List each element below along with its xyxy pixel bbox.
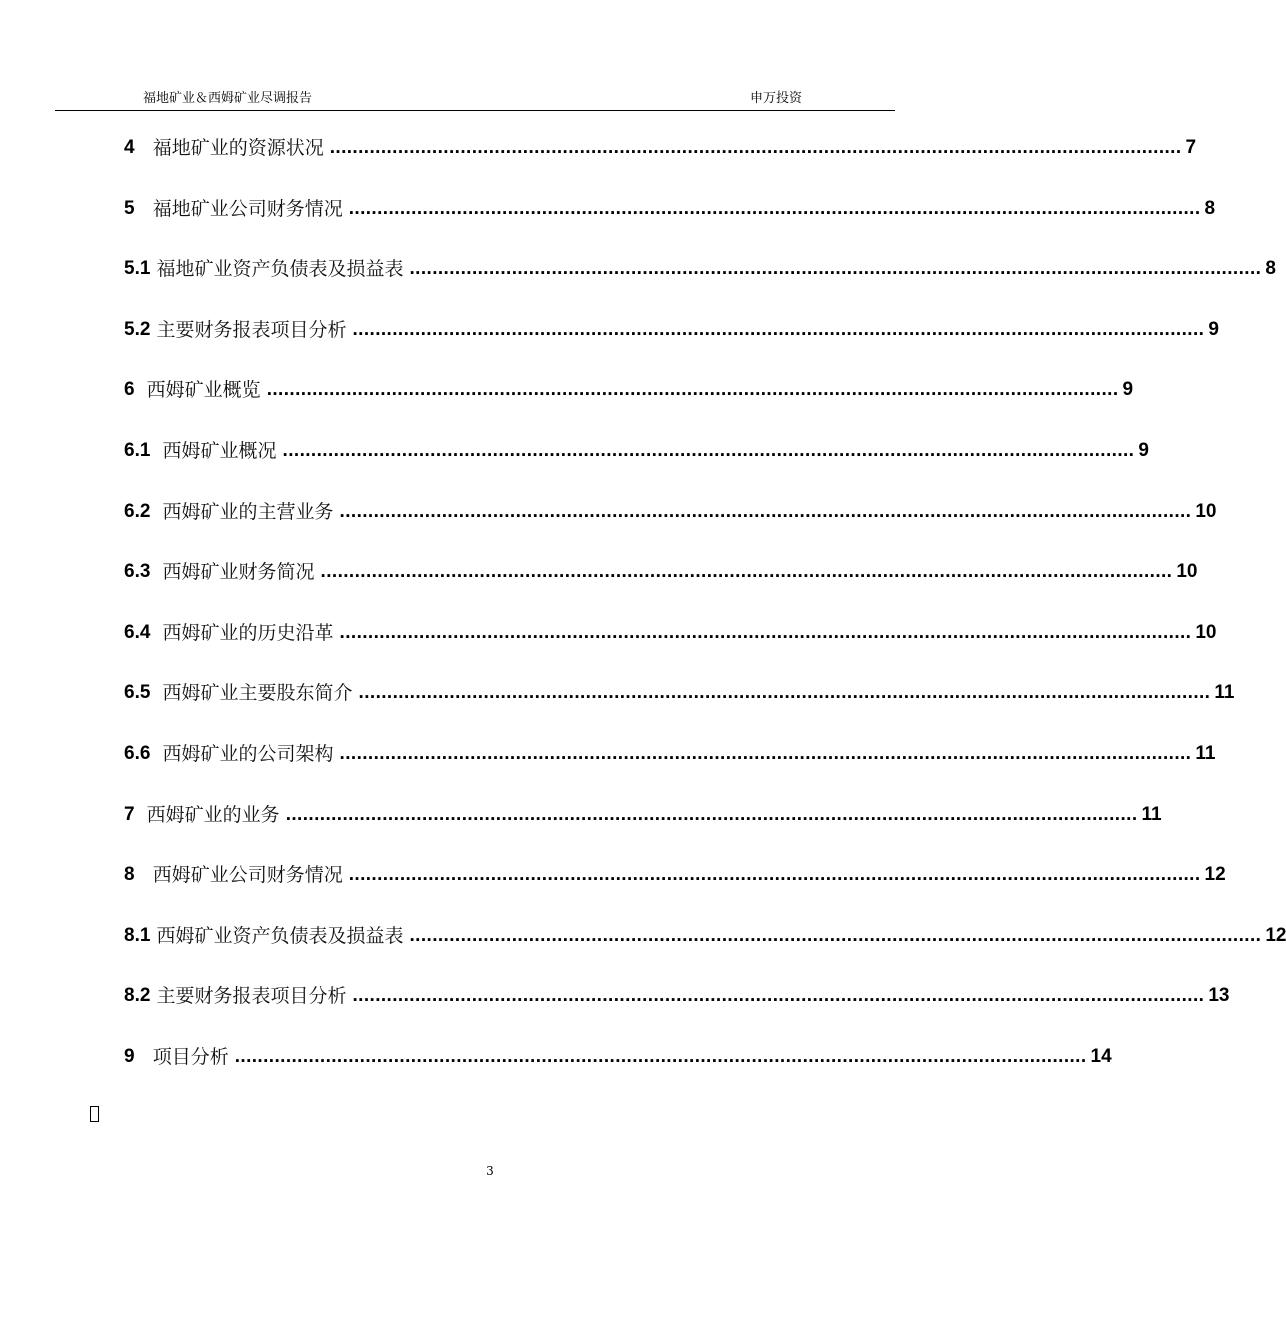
toc-entry-page: 9 — [1138, 439, 1149, 461]
toc-entry-page: 8 — [1265, 258, 1276, 280]
toc-entry-page: 12 — [1265, 924, 1286, 946]
toc-entry-title: 西姆矿业资产负债表及损益表 — [156, 924, 404, 947]
toc-entry[interactable] — [124, 737, 1216, 798]
toc-entry-gap — [150, 737, 162, 771]
toc-entry-number: 6.1 — [124, 439, 151, 461]
toc-entry-title: 福地矿业的资源状况 — [152, 137, 324, 159]
toc-entry[interactable] — [124, 1040, 1112, 1101]
toc-entry-number: 8 — [124, 864, 135, 886]
toc-dot-leader: ...................................................................................................................................................... — [348, 864, 1201, 886]
toc-entry-page: 10 — [1176, 561, 1198, 583]
toc-entry[interactable] — [124, 192, 1216, 253]
header-company-name: 申万投资 — [750, 91, 803, 106]
toc-dot-leader: ...................................................................................................................................................... — [339, 742, 1192, 764]
toc-entry-gap — [150, 616, 162, 650]
toc-entry-title: 西姆矿业的主营业务 — [162, 500, 334, 523]
toc-dot-leader: ...................................................................................................................................................... — [352, 318, 1205, 340]
toc-entry-page: 10 — [1195, 500, 1217, 522]
toc-dot-leader: ...................................................................................................................................................... — [320, 561, 1173, 583]
toc-entry-page: 9 — [1122, 379, 1134, 401]
toc-entry-title: 西姆矿业主要股东简介 — [162, 682, 353, 705]
toc-entry[interactable] — [124, 798, 1162, 859]
toc-entry-number: 6 — [124, 379, 135, 401]
toc-entry-number: 6.5 — [124, 682, 151, 704]
toc-entry[interactable] — [124, 373, 1134, 434]
toc-entry-number: 5.1 — [124, 258, 151, 280]
toc-entry[interactable] — [124, 131, 1197, 192]
toc-entry-page: 9 — [1208, 318, 1219, 340]
toc-entry-title: 主要财务报表项目分析 — [156, 318, 347, 341]
toc-dot-leader: ...................................................................................................................................................... — [285, 803, 1138, 825]
toc-entry[interactable] — [124, 555, 1198, 616]
page-number: 3 — [486, 1164, 494, 1178]
toc-entry-number: 6.3 — [124, 561, 151, 583]
toc-entry-page: 11 — [1195, 742, 1216, 764]
toc-entry[interactable] — [124, 252, 1276, 313]
toc-entry-gap — [150, 555, 162, 589]
toc-entry-gap — [135, 373, 147, 407]
toc-entry-number: 8.2 — [124, 985, 151, 1007]
toc-entry-title: 西姆矿业公司财务情况 — [152, 864, 343, 887]
toc-entry-number: 6.6 — [124, 742, 151, 764]
toc-entry-number: 4 — [124, 137, 135, 158]
toc-entry-title: 项目分析 — [152, 1045, 229, 1068]
toc-entry-number: 6.4 — [124, 621, 151, 643]
toc-entry[interactable] — [124, 434, 1149, 495]
toc-dot-leader: ...................................................................................................................................................... — [234, 1045, 1087, 1067]
toc-entry-title: 福地矿业公司财务情况 — [152, 197, 343, 220]
toc-entry-page: 11 — [1214, 682, 1235, 704]
toc-entry-page: 11 — [1141, 803, 1162, 825]
toc-dot-leader: ...................................................................................................................................................... — [329, 137, 1182, 158]
toc-entry-title: 西姆矿业的业务 — [146, 803, 280, 826]
toc-entry-title: 西姆矿业的历史沿革 — [162, 621, 334, 644]
toc-entry-number: 8.1 — [124, 924, 151, 946]
toc-entry-number: 5 — [124, 197, 135, 219]
toc-entry[interactable] — [124, 676, 1235, 737]
toc-entry-page: 14 — [1090, 1045, 1112, 1067]
toc-dot-leader: ...................................................................................................................................................... — [348, 197, 1201, 219]
toc-entry-title: 西姆矿业概况 — [162, 439, 277, 462]
toc-entry-page: 7 — [1185, 137, 1197, 158]
toc-dot-leader: ...................................................................................................................................................... — [409, 258, 1262, 280]
table-of-contents — [124, 131, 1286, 1101]
toc-entry[interactable] — [124, 858, 1226, 919]
toc-entry-page: 13 — [1208, 985, 1230, 1007]
toc-entry-number: 5.2 — [124, 318, 151, 340]
toc-entry-page: 8 — [1204, 197, 1216, 219]
missing-glyph-box — [90, 1106, 99, 1122]
toc-entry[interactable] — [124, 616, 1217, 677]
toc-dot-leader: ...................................................................................................................................................... — [409, 924, 1262, 946]
toc-entry-gap — [135, 798, 147, 832]
toc-entry-gap — [150, 676, 162, 710]
toc-entry-gap — [135, 858, 153, 892]
toc-entry-gap — [150, 495, 162, 529]
toc-entry-title: 西姆矿业财务简况 — [162, 561, 315, 584]
toc-entry-number: 6.2 — [124, 500, 151, 522]
toc-entry-number: 9 — [124, 1045, 135, 1067]
toc-dot-leader: ...................................................................................................................................................... — [339, 500, 1192, 522]
toc-dot-leader: ...................................................................................................................................................... — [266, 379, 1119, 401]
toc-entry-gap — [135, 1040, 153, 1074]
toc-entry[interactable] — [124, 979, 1230, 1040]
toc-entry-gap — [135, 192, 153, 226]
toc-dot-leader: ...................................................................................................................................................... — [358, 682, 1211, 704]
toc-entry-gap — [150, 434, 162, 468]
toc-entry-page: 12 — [1204, 864, 1226, 886]
toc-entry-number: 7 — [124, 803, 135, 825]
toc-entry-title: 福地矿业资产负债表及损益表 — [156, 258, 404, 281]
toc-dot-leader: ...................................................................................................................................................... — [282, 439, 1135, 461]
toc-entry-title: 西姆矿业的公司架构 — [162, 742, 334, 765]
toc-entry[interactable] — [124, 919, 1286, 980]
toc-entry[interactable] — [124, 313, 1219, 374]
toc-entry-page: 10 — [1195, 621, 1217, 643]
header-document-title: 福地矿业＆西姆矿业尽调报告 — [143, 91, 313, 106]
toc-dot-leader: ...................................................................................................................................................... — [339, 621, 1192, 643]
toc-entry-gap — [135, 131, 153, 165]
page-header — [55, 84, 895, 111]
toc-entry-title: 主要财务报表项目分析 — [156, 985, 347, 1008]
toc-entry[interactable] — [124, 495, 1217, 556]
toc-dot-leader: ...................................................................................................................................................... — [352, 985, 1205, 1007]
toc-entry-title: 西姆矿业概览 — [146, 379, 261, 402]
